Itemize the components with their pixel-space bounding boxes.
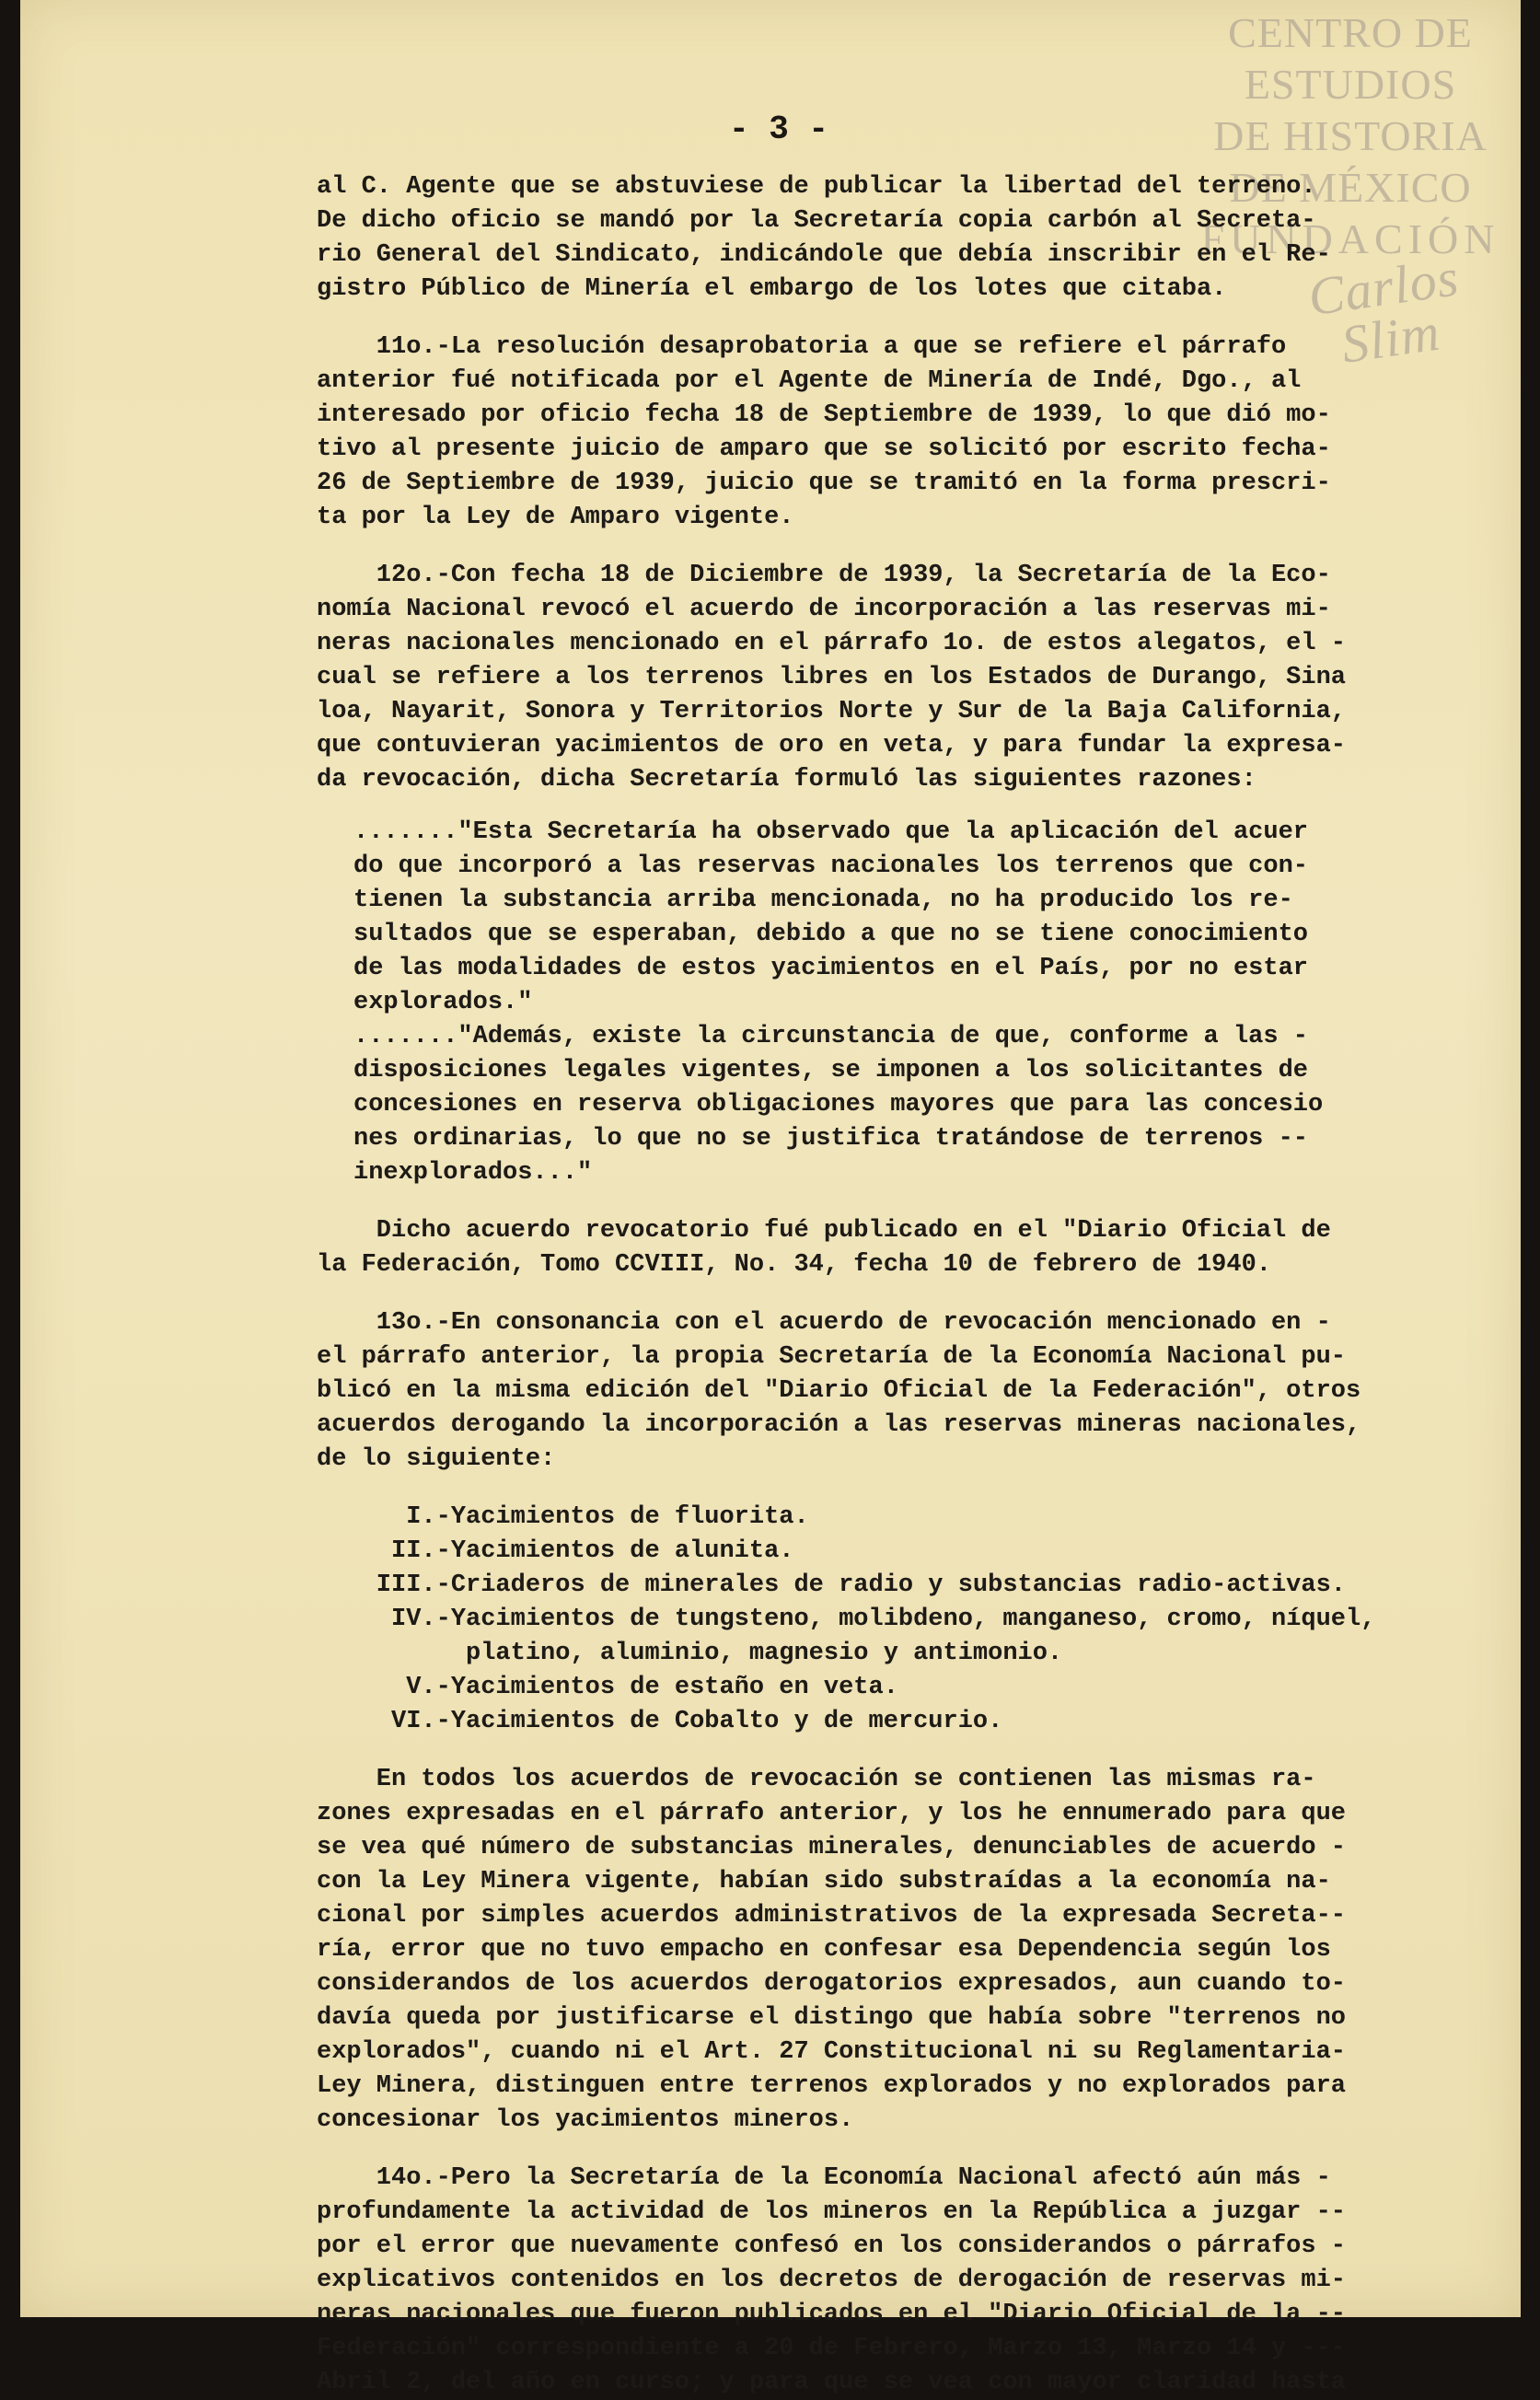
text-line: disposiciones legales vigentes, se imponen a los solicitantes de (353, 1057, 1308, 1084)
text-line: 12o.-Con fecha 18 de Diciembre de 1939, la Secretaría de la Eco- (317, 562, 1331, 589)
text-line: zones expresadas en el párrafo anterior, y los he ennumerado para que (317, 1800, 1346, 1827)
paragraph-revocation-reasons (317, 1763, 1513, 2138)
text-line: anterior fué notificada por el Agente de Minería de Indé, Dgo., al (317, 367, 1302, 395)
text-line: cional por simples acuerdos administrativos de la expresada Secreta-- (317, 1902, 1346, 1930)
page-number: - 3 - (729, 110, 829, 148)
text-line: blicó en la misma edición del "Diario Oficial de la Federación", otros (317, 1377, 1361, 1405)
text-line: En todos los acuerdos de revocación se contienen las mismas ra- (317, 1766, 1316, 1793)
text-line: la Federación, Tomo CCVIII, No. 34, fecha 10 de febrero de 1940. (317, 1251, 1271, 1279)
watermark-line: ESTUDIOS (1244, 61, 1457, 108)
text-line: rio General del Sindicato, indicándole que debía inscribir en el Re- (317, 241, 1331, 269)
list-item: III.-Criaderos de minerales de radio y substancias radio-activas. (317, 1571, 1346, 1599)
text-line: gistro Público de Minería el embargo de los lotes que citaba. (317, 275, 1227, 303)
text-line: loa, Nayarit, Sonora y Territorios Norte y Sur de la Baja California, (317, 698, 1346, 725)
text-line: se vea qué número de substancias minerales, denunciables de acuerdo - (317, 1834, 1346, 1861)
text-line: concesionar los yacimientos mineros. (317, 2106, 854, 2134)
text-line: de lo siguiente: (317, 1445, 556, 1473)
text-line: considerandos de los acuerdos derogatorios expresados, aun cuando to- (317, 1970, 1346, 1998)
text-line: neras nacionales mencionado en el párrafo 1o. de estos alegatos, el - (317, 630, 1346, 657)
text-line: 14o.-Pero la Secretaría de la Economía Nacional afectó aún más - (317, 2164, 1331, 2192)
text-line: 13o.-En consonancia con el acuerdo de revocación mencionado en - (317, 1309, 1331, 1337)
list-item: VI.-Yacimientos de Cobalto y de mercurio. (317, 1708, 1003, 1735)
paragraph-12 (317, 559, 1513, 797)
text-line: el párrafo anterior, la propia Secretaría de la Economía Nacional pu- (317, 1343, 1346, 1371)
watermark-line: FUNDACIÓN (1200, 215, 1500, 262)
list-item: I.-Yacimientos de fluorita. (317, 1503, 809, 1531)
list-item: IV.-Yacimientos de tungsteno, molibdeno, manganeso, cromo, níquel, (317, 1606, 1376, 1633)
text-line: concesiones en reserva obligaciones mayores que para las concesio (353, 1091, 1324, 1119)
text-line: neras nacionales que fueron publicados en el "Diario Oficial de la -- (317, 2301, 1346, 2328)
text-line: davía queda por justificarse el distingo que había sobre "terrenos no (317, 2004, 1346, 2032)
text-line: tienen la substancia arriba mencionada, no ha producido los re- (353, 887, 1293, 914)
document-page (20, 0, 1521, 2396)
paragraph-continuation (317, 170, 1513, 307)
text-line: profundamente la actividad de los mineros en la República a juzgar -- (317, 2198, 1346, 2226)
text-line: tivo al presente juicio de amparo que se solicitó por escrito fecha- (317, 435, 1331, 463)
derogated-list (317, 1501, 1513, 1739)
text-line: interesado por oficio fecha 18 de Septiembre de 1939, lo que dió mo- (317, 401, 1331, 429)
paragraph-14 (317, 2162, 1513, 2400)
text-line: cual se refiere a los terrenos libres en los Estados de Durango, Sina (317, 664, 1346, 691)
quoted-reasons (353, 816, 1513, 1190)
watermark-signature: Carlos Slim (1304, 247, 1463, 375)
text-line: inexplorados..." (353, 1159, 593, 1187)
paragraph-11 (317, 330, 1513, 535)
text-line: 26 de Septiembre de 1939, juicio que se tramitó en la forma prescri- (317, 470, 1331, 497)
typewritten-body (317, 170, 1513, 2400)
text-line: por el error que nuevamente confesó en los considerandos o párrafos - (317, 2232, 1346, 2260)
text-line: 11o.-La resolución desaprobatoria a que se refiere el párrafo (317, 333, 1287, 361)
text-line: con la Ley Minera vigente, habían sido substraídas a la economía na- (317, 1868, 1331, 1896)
text-line: de las modalidades de estos yacimientos en el País, por no estar (353, 955, 1308, 982)
watermark-line: DE HISTORIA (1213, 112, 1488, 159)
text-line: explorados", cuando ni el Art. 27 Constitucional ni su Reglamentaria- (317, 2038, 1346, 2066)
text-line: da revocación, dicha Secretaría formuló las siguientes razones: (317, 766, 1256, 794)
text-line: Federación" correspondiente a 20 de Febrero, Marzo 13, Marzo 14 y --- (317, 2335, 1346, 2362)
text-line: ta por la Ley de Amparo vigente. (317, 504, 794, 531)
text-line: acuerdos derogando la incorporación a las reservas mineras nacionales, (317, 1411, 1361, 1439)
text-line: nomía Nacional revocó el acuerdo de incorporación a las reservas mi- (317, 596, 1331, 623)
paragraph-13 (317, 1306, 1513, 1477)
text-line: Abril 2, del año en curso; y para que se vea con mayor claridad hasta (317, 2369, 1346, 2396)
text-line: ría, error que no tuvo empacho en confesar esa Dependencia según los (317, 1936, 1331, 1964)
text-line: sultados que se esperaban, debido a que no se tiene conocimiento (353, 921, 1308, 948)
text-line: explicativos contenidos en los decretos de derogación de reservas mi- (317, 2267, 1346, 2294)
text-line: nes ordinarias, lo que no se justifica tratándose de terrenos -- (353, 1125, 1308, 1153)
list-item: II.-Yacimientos de alunita. (317, 1537, 794, 1565)
paragraph-publication (317, 1214, 1513, 1282)
watermark-line: DE MÉXICO (1229, 164, 1472, 211)
list-item: V.-Yacimientos de estaño en veta. (317, 1674, 898, 1701)
text-line: ......."Esta Secretaría ha observado que la aplicación del acuer (353, 818, 1308, 846)
text-line: al C. Agente que se abstuviese de publicar la libertad del terreno. (317, 173, 1316, 201)
text-line: do que incorporó a las reservas nacionales los terrenos que con- (353, 852, 1308, 880)
text-line: ......."Además, existe la circunstancia de que, conforme a las - (353, 1023, 1308, 1050)
text-line: Dicho acuerdo revocatorio fué publicado en el "Diario Oficial de (317, 1217, 1331, 1245)
text-line: que contuvieran yacimientos de oro en veta, y para fundar la expresa- (317, 732, 1346, 759)
text-line: explorados." (353, 989, 533, 1016)
watermark-line: CENTRO DE (1228, 9, 1473, 56)
text-line: Ley Minera, distinguen entre terrenos explorados y no explorados para (317, 2072, 1346, 2100)
text-line: De dicho oficio se mandó por la Secretaría copia carbón al Secreta- (317, 207, 1316, 235)
list-item: platino, aluminio, magnesio y antimonio. (317, 1640, 1063, 1667)
